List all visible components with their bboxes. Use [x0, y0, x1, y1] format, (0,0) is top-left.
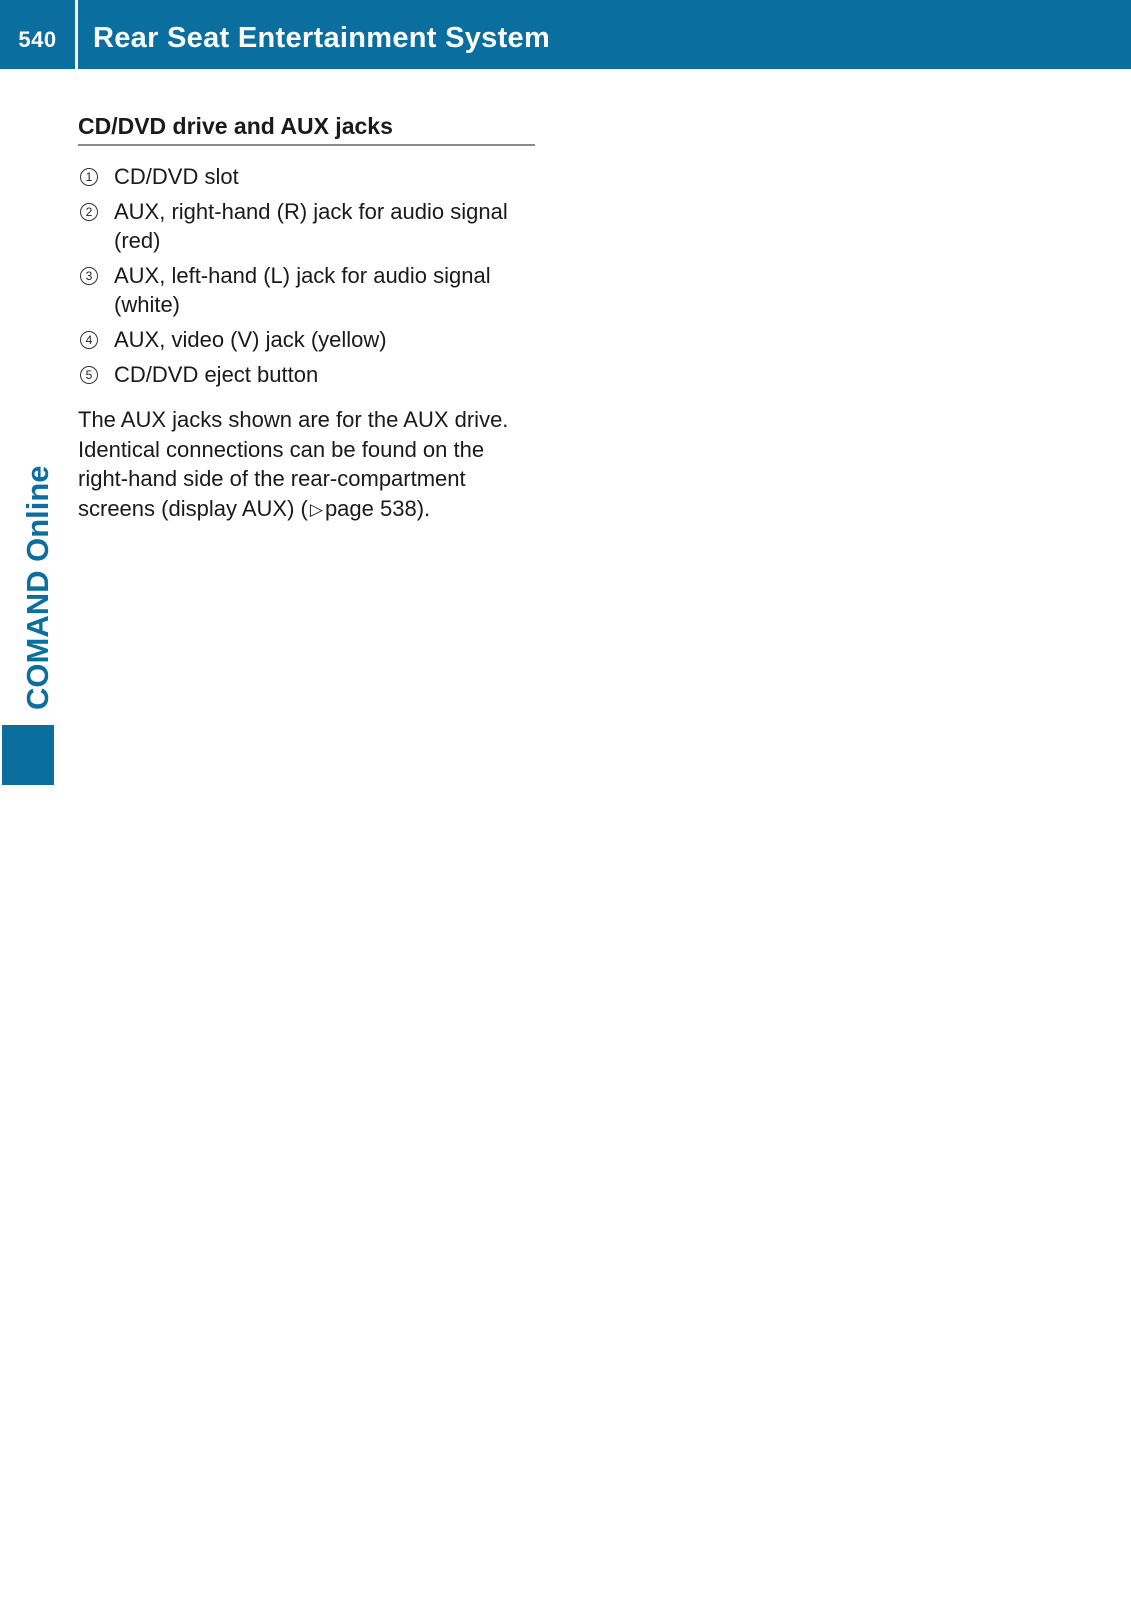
page-ref-arrow-icon: ▷ [309, 499, 323, 519]
callout-list [78, 162, 535, 389]
body-paragraph [78, 405, 535, 524]
callout-item [78, 325, 535, 354]
callout-marker-1: 1 [80, 168, 98, 186]
paragraph-text: The AUX jacks shown are for the AUX drive. Identical connections can be found on the right-hand side of the rear-compartment screens (display AUX) ( [78, 407, 509, 521]
header-divider [75, 0, 78, 69]
callout-item [78, 261, 535, 319]
callout-text: CD/DVD eject button [114, 362, 319, 387]
callout-marker-5: 5 [80, 366, 98, 384]
callout-text: AUX, video (V) jack (yellow) [114, 327, 387, 352]
page-reference-link[interactable]: page 538 [324, 495, 417, 521]
chapter-title: Rear Seat Entertainment System [93, 22, 551, 54]
callout-marker-4: 4 [80, 331, 98, 349]
side-tab-label: COMAND Online [20, 465, 55, 710]
header-band [0, 0, 1131, 69]
page-number: 540 [18, 26, 57, 52]
callout-item [78, 360, 535, 389]
callout-marker-2: 2 [80, 203, 98, 221]
main-content [78, 112, 535, 524]
callout-text: CD/DVD slot [114, 164, 239, 189]
callout-text: AUX, left-hand (L) jack for audio signal (white) [114, 263, 491, 317]
callout-item [78, 162, 535, 191]
callout-item [78, 197, 535, 255]
side-tab-block [2, 725, 54, 785]
callout-text: AUX, right-hand (R) jack for audio signal (red) [114, 199, 508, 253]
section-heading: CD/DVD drive and AUX jacks [78, 112, 535, 146]
paragraph-text-end: ). [416, 495, 431, 521]
callout-marker-3: 3 [80, 267, 98, 285]
